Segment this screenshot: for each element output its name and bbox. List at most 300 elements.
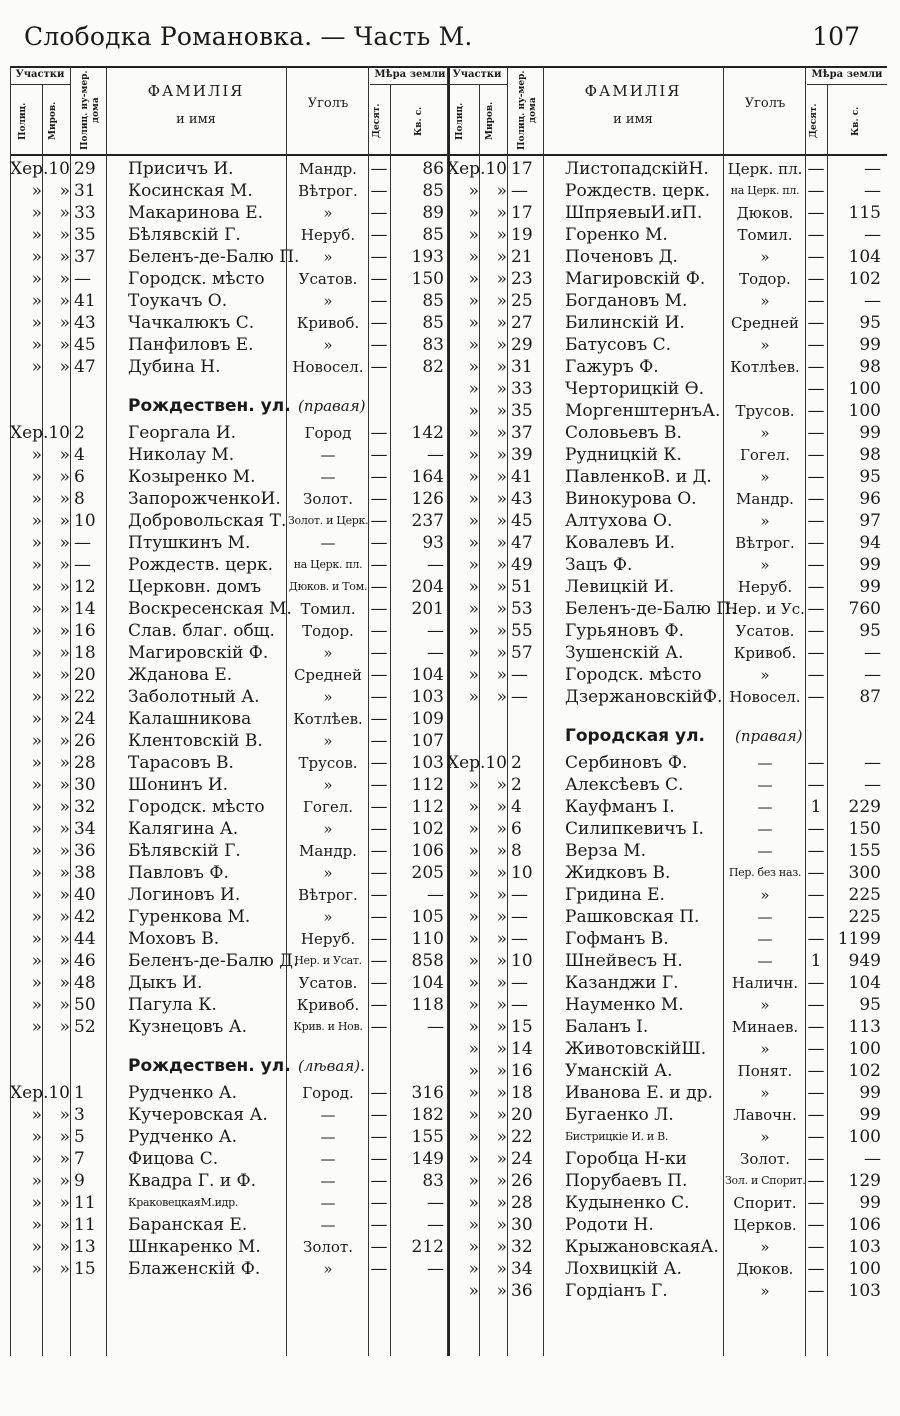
cell-desyatiny: — bbox=[370, 995, 388, 1015]
cell-sq-sazhen: 182 bbox=[411, 1105, 444, 1125]
cell-corner: — bbox=[757, 754, 773, 772]
street-side: (правая) bbox=[735, 727, 803, 745]
cell-desyatiny: — bbox=[807, 445, 825, 465]
cell-police-district: » bbox=[31, 1215, 42, 1235]
cell-sq-sazhen: — bbox=[864, 643, 881, 663]
table-row bbox=[447, 422, 887, 444]
cell-house-number: 2 bbox=[511, 775, 522, 795]
cell-owner-name: Павловъ Ф. bbox=[128, 863, 229, 883]
cell-corner: Минаев. bbox=[731, 1018, 799, 1036]
cell-owner-name: Гордіанъ Г. bbox=[565, 1281, 668, 1301]
cell-magistrate-district: » bbox=[496, 775, 507, 795]
cell-house-number: — bbox=[511, 907, 528, 927]
cell-house-number: 26 bbox=[511, 1171, 533, 1191]
cell-magistrate-district: » bbox=[59, 819, 70, 839]
cell-corner: Пер. без наз. bbox=[728, 866, 802, 879]
cell-desyatiny: — bbox=[370, 1193, 388, 1213]
table-row bbox=[10, 1192, 450, 1214]
cell-house-number: 13 bbox=[74, 1237, 96, 1257]
table-row bbox=[10, 686, 450, 708]
cell-magistrate-district: » bbox=[496, 907, 507, 927]
cell-corner: Кривоб. bbox=[296, 996, 360, 1014]
cell-corner: Церк. пл. bbox=[727, 160, 803, 178]
cell-desyatiny: — bbox=[370, 643, 388, 663]
cell-owner-name: Соловьевъ В. bbox=[565, 423, 682, 443]
cell-desyatiny: — bbox=[807, 203, 825, 223]
cell-sq-sazhen: 858 bbox=[411, 951, 444, 971]
cell-police-district: » bbox=[468, 1281, 479, 1301]
table-row bbox=[447, 1148, 887, 1170]
cell-magistrate-district: » bbox=[59, 621, 70, 641]
cell-police-district: » bbox=[468, 445, 479, 465]
cell-house-number: 28 bbox=[74, 753, 96, 773]
cell-owner-name: Гридина Е. bbox=[565, 885, 665, 905]
cell-house-number: 10 bbox=[511, 951, 533, 971]
cell-corner: Наличн. bbox=[731, 974, 799, 992]
cell-owner-name: Блаженскій Ф. bbox=[128, 1259, 261, 1279]
cell-police-district: » bbox=[468, 401, 479, 421]
table-row bbox=[447, 576, 887, 598]
table-row bbox=[10, 928, 450, 950]
cell-owner-name: Рождеств. церк. bbox=[128, 555, 274, 575]
table-row bbox=[447, 818, 887, 840]
table-row bbox=[447, 224, 887, 246]
street-name: Рождествен. ул. bbox=[128, 396, 291, 416]
cell-desyatiny: — bbox=[807, 181, 825, 201]
cell-corner: » bbox=[760, 1238, 770, 1256]
cell-police-district: » bbox=[468, 423, 479, 443]
table-body-right bbox=[447, 158, 887, 1302]
table-row bbox=[10, 862, 450, 884]
cell-owner-name: Тоукачъ О. bbox=[128, 291, 228, 311]
header-polits: Полиц. bbox=[18, 102, 28, 140]
cell-desyatiny: — bbox=[370, 291, 388, 311]
cell-desyatiny: — bbox=[807, 621, 825, 641]
cell-magistrate-district: » bbox=[496, 555, 507, 575]
cell-sq-sazhen: — bbox=[427, 555, 444, 575]
cell-desyatiny: — bbox=[370, 203, 388, 223]
cell-corner: Неруб. bbox=[300, 930, 356, 948]
cell-police-district: » bbox=[31, 863, 42, 883]
cell-desyatiny: — bbox=[370, 885, 388, 905]
cell-police-district: » bbox=[31, 577, 42, 597]
table-row bbox=[10, 1236, 450, 1258]
cell-corner: — bbox=[320, 1150, 336, 1168]
table-row bbox=[10, 620, 450, 642]
cell-house-number: 16 bbox=[74, 621, 96, 641]
table-row bbox=[447, 840, 887, 862]
cell-owner-name: Беленъ-де-Балю Д. bbox=[128, 951, 299, 971]
cell-owner-name: Науменко М. bbox=[565, 995, 684, 1015]
cell-corner: Новосел. bbox=[292, 358, 364, 376]
cell-corner: Томил. bbox=[300, 600, 356, 618]
cell-police-district: » bbox=[31, 1127, 42, 1147]
cell-house-number: — bbox=[511, 665, 528, 685]
cell-owner-name: Церковн. домъ bbox=[128, 577, 262, 597]
cell-corner: » bbox=[323, 204, 333, 222]
cell-sq-sazhen: 95 bbox=[859, 467, 881, 487]
cell-corner: на Церк. пл. bbox=[293, 558, 363, 571]
cell-police-district: » bbox=[468, 1039, 479, 1059]
cell-owner-name: Заболотный А. bbox=[128, 687, 260, 707]
cell-magistrate-district: » bbox=[59, 885, 70, 905]
cell-magistrate-district: » bbox=[59, 489, 70, 509]
cell-sq-sazhen: — bbox=[864, 291, 881, 311]
table-row bbox=[447, 334, 887, 356]
cell-sq-sazhen: — bbox=[427, 643, 444, 663]
cell-corner: » bbox=[760, 292, 770, 310]
cell-police-district: » bbox=[31, 753, 42, 773]
cell-police-district: » bbox=[31, 665, 42, 685]
cell-magistrate-district: » bbox=[496, 863, 507, 883]
table-row bbox=[447, 1214, 887, 1236]
cell-police-district: » bbox=[31, 1193, 42, 1213]
cell-sq-sazhen: 150 bbox=[411, 269, 444, 289]
table-row bbox=[447, 1104, 887, 1126]
header-kv-s: Кв. с. bbox=[414, 106, 424, 136]
cell-magistrate-district: » bbox=[496, 1281, 507, 1301]
cell-police-district: » bbox=[31, 291, 42, 311]
cell-police-district: » bbox=[468, 335, 479, 355]
page-number: 107 bbox=[812, 22, 860, 51]
cell-corner: Спорит. bbox=[733, 1194, 797, 1212]
cell-magistrate-district: » bbox=[496, 885, 507, 905]
cell-owner-name: Николау М. bbox=[128, 445, 235, 465]
cell-corner: Нер. и Ус. bbox=[725, 600, 805, 618]
cell-desyatiny: — bbox=[807, 357, 825, 377]
cell-magistrate-district: » bbox=[59, 863, 70, 883]
cell-magistrate-district: » bbox=[59, 775, 70, 795]
cell-magistrate-district: » bbox=[496, 1105, 507, 1125]
header-mera-zemli: Мѣра земли bbox=[811, 69, 883, 80]
table-row bbox=[10, 290, 450, 312]
cell-house-number: 28 bbox=[511, 1193, 533, 1213]
cell-desyatiny: — bbox=[370, 1171, 388, 1191]
cell-sq-sazhen: 95 bbox=[859, 995, 881, 1015]
cell-corner: » bbox=[760, 886, 770, 904]
table-row bbox=[10, 554, 450, 576]
cell-magistrate-district: » bbox=[59, 643, 70, 663]
cell-owner-name: Алексѣевъ С. bbox=[565, 775, 684, 795]
table-row bbox=[10, 884, 450, 906]
table-row bbox=[447, 378, 887, 400]
table-row bbox=[10, 334, 450, 356]
table-row bbox=[10, 796, 450, 818]
cell-sq-sazhen: 96 bbox=[859, 489, 881, 509]
cell-police-district: » bbox=[31, 907, 42, 927]
directory-table-left bbox=[10, 66, 450, 1356]
cell-desyatiny: — bbox=[370, 445, 388, 465]
table-row bbox=[447, 1192, 887, 1214]
cell-desyatiny: — bbox=[370, 577, 388, 597]
table-row bbox=[447, 1038, 887, 1060]
table-row bbox=[10, 642, 450, 664]
table-row bbox=[10, 444, 450, 466]
cell-house-number: 32 bbox=[511, 1237, 533, 1257]
cell-house-number: 15 bbox=[74, 1259, 96, 1279]
cell-owner-name: Беленъ-де-Балю П. bbox=[565, 599, 737, 619]
cell-magistrate-district: » bbox=[59, 907, 70, 927]
cell-owner-name: МоргенштернъА. bbox=[565, 401, 721, 421]
table-row bbox=[447, 928, 887, 950]
cell-desyatiny: — bbox=[370, 841, 388, 861]
cell-house-number: 55 bbox=[511, 621, 533, 641]
cell-sq-sazhen: 95 bbox=[859, 313, 881, 333]
cell-house-number: 49 bbox=[511, 555, 533, 575]
cell-police-district: Хер. bbox=[447, 159, 486, 179]
cell-police-district: » bbox=[468, 819, 479, 839]
cell-sq-sazhen: 100 bbox=[848, 1127, 881, 1147]
cell-sq-sazhen: 115 bbox=[848, 203, 881, 223]
cell-sq-sazhen: 760 bbox=[848, 599, 881, 619]
cell-magistrate-district: » bbox=[59, 247, 70, 267]
cell-desyatiny: — bbox=[807, 1017, 825, 1037]
cell-sq-sazhen: 99 bbox=[859, 423, 881, 443]
cell-magistrate-district: » bbox=[59, 1149, 70, 1169]
cell-corner: — bbox=[757, 908, 773, 926]
cell-desyatiny: — bbox=[370, 599, 388, 619]
table-row bbox=[447, 1236, 887, 1258]
table-row bbox=[447, 158, 887, 180]
cell-desyatiny: — bbox=[370, 863, 388, 883]
cell-corner: Тодор. bbox=[739, 270, 791, 288]
cell-magistrate-district: » bbox=[496, 1017, 507, 1037]
cell-desyatiny: — bbox=[807, 1127, 825, 1147]
cell-corner: Дюков. и Том. bbox=[288, 580, 368, 593]
table-row bbox=[447, 444, 887, 466]
table-row bbox=[447, 1170, 887, 1192]
cell-corner: » bbox=[760, 1084, 770, 1102]
cell-house-number: 20 bbox=[511, 1105, 533, 1125]
cell-sq-sazhen: 100 bbox=[848, 1259, 881, 1279]
cell-magistrate-district: » bbox=[496, 797, 507, 817]
cell-corner: » bbox=[760, 248, 770, 266]
cell-corner: Понят. bbox=[737, 1062, 793, 1080]
cell-sq-sazhen: — bbox=[427, 1017, 444, 1037]
cell-desyatiny: — bbox=[807, 995, 825, 1015]
cell-corner: Котлѣев. bbox=[730, 358, 800, 376]
cell-desyatiny: — bbox=[807, 929, 825, 949]
table-row bbox=[10, 1258, 450, 1280]
street-section-heading bbox=[447, 708, 887, 752]
cell-police-district: » bbox=[31, 555, 42, 575]
cell-police-district: » bbox=[468, 907, 479, 927]
cell-magistrate-district: » bbox=[496, 665, 507, 685]
cell-owner-name: Магировскій Ф. bbox=[565, 269, 706, 289]
cell-house-number: 31 bbox=[511, 357, 533, 377]
cell-police-district: » bbox=[468, 1171, 479, 1191]
cell-police-district: » bbox=[468, 797, 479, 817]
header-polits-number: Полиц. ну-мер. дома bbox=[517, 70, 538, 150]
cell-police-district: » bbox=[468, 313, 479, 333]
cell-police-district: » bbox=[468, 775, 479, 795]
table-row bbox=[10, 840, 450, 862]
cell-house-number: 17 bbox=[511, 203, 533, 223]
cell-magistrate-district: » bbox=[496, 247, 507, 267]
cell-owner-name: Бѣлявскій Г. bbox=[128, 841, 241, 861]
cell-magistrate-district: » bbox=[496, 643, 507, 663]
cell-police-district: » bbox=[31, 533, 42, 553]
cell-police-district: » bbox=[31, 731, 42, 751]
header-familia: ФАМИЛІЯ bbox=[147, 82, 245, 100]
cell-corner: Неруб. bbox=[300, 226, 356, 244]
cell-police-district: » bbox=[468, 1259, 479, 1279]
cell-sq-sazhen: 237 bbox=[411, 511, 444, 531]
cell-police-district: » bbox=[31, 247, 42, 267]
cell-sq-sazhen: 113 bbox=[848, 1017, 881, 1037]
cell-house-number: 34 bbox=[511, 1259, 533, 1279]
cell-owner-name: Силипкевичъ І. bbox=[565, 819, 704, 839]
cell-police-district: » bbox=[31, 269, 42, 289]
cell-desyatiny: — bbox=[807, 1215, 825, 1235]
cell-police-district: » bbox=[468, 1127, 479, 1147]
cell-magistrate-district: » bbox=[496, 313, 507, 333]
cell-owner-name: Макаринова Е. bbox=[128, 203, 264, 223]
cell-police-district: » bbox=[31, 1149, 42, 1169]
cell-owner-name: Зацъ Ф. bbox=[565, 555, 633, 575]
cell-desyatiny: — bbox=[807, 1061, 825, 1081]
table-row bbox=[10, 994, 450, 1016]
cell-corner: Лавочн. bbox=[733, 1106, 797, 1124]
cell-corner: — bbox=[757, 776, 773, 794]
cell-sq-sazhen: 1199 bbox=[837, 929, 881, 949]
table-row bbox=[447, 994, 887, 1016]
cell-sq-sazhen: 229 bbox=[848, 797, 881, 817]
cell-corner: Кривоб. bbox=[733, 644, 797, 662]
header-uchastki: Участки bbox=[452, 69, 502, 80]
cell-police-district: » bbox=[31, 225, 42, 245]
table-row bbox=[10, 1170, 450, 1192]
cell-magistrate-district: » bbox=[59, 709, 70, 729]
cell-owner-name: Поченовъ Д. bbox=[565, 247, 678, 267]
cell-house-number: — bbox=[511, 973, 528, 993]
cell-owner-name: Лохвицкій А. bbox=[565, 1259, 682, 1279]
cell-house-number: 36 bbox=[74, 841, 96, 861]
cell-desyatiny: — bbox=[370, 621, 388, 641]
cell-corner: » bbox=[323, 336, 333, 354]
cell-police-district: » bbox=[468, 291, 479, 311]
cell-police-district: » bbox=[468, 1105, 479, 1125]
cell-corner: Крив. и Нов. bbox=[293, 1020, 363, 1033]
table-row bbox=[447, 400, 887, 422]
cell-magistrate-district: » bbox=[496, 269, 507, 289]
cell-sq-sazhen: 85 bbox=[422, 313, 444, 333]
cell-police-district: » bbox=[468, 357, 479, 377]
cell-desyatiny: — bbox=[370, 555, 388, 575]
cell-magistrate-district: » bbox=[496, 291, 507, 311]
cell-desyatiny: — bbox=[370, 929, 388, 949]
cell-police-district: » bbox=[31, 1105, 42, 1125]
cell-magistrate-district: » bbox=[496, 577, 507, 597]
cell-police-district: » bbox=[468, 181, 479, 201]
cell-house-number: 21 bbox=[511, 247, 533, 267]
cell-owner-name: Воскресенская М. bbox=[128, 599, 292, 619]
cell-sq-sazhen: 205 bbox=[411, 863, 444, 883]
cell-sq-sazhen: 85 bbox=[422, 291, 444, 311]
cell-corner: » bbox=[760, 336, 770, 354]
cell-owner-name: ШпряевыИ.иП. bbox=[565, 203, 703, 223]
cell-magistrate-district: » bbox=[59, 731, 70, 751]
cell-owner-name: КраковецкаяМ.идр. bbox=[128, 1196, 239, 1209]
cell-police-district: » bbox=[31, 819, 42, 839]
table-row bbox=[10, 708, 450, 730]
cell-house-number: 38 bbox=[74, 863, 96, 883]
cell-police-district: » bbox=[31, 841, 42, 861]
cell-house-number: 2 bbox=[74, 423, 85, 443]
cell-magistrate-district: » bbox=[496, 1171, 507, 1191]
cell-corner: » bbox=[760, 1040, 770, 1058]
cell-corner: » bbox=[760, 666, 770, 684]
cell-sq-sazhen: 106 bbox=[848, 1215, 881, 1235]
cell-desyatiny: — bbox=[807, 1149, 825, 1169]
cell-police-district: » bbox=[31, 357, 42, 377]
cell-corner: Гогел. bbox=[740, 446, 790, 464]
table-body-left bbox=[10, 158, 450, 1280]
page-header bbox=[24, 22, 860, 52]
cell-police-district: » bbox=[31, 489, 42, 509]
cell-house-number: 35 bbox=[511, 401, 533, 421]
cell-house-number: 30 bbox=[511, 1215, 533, 1235]
cell-magistrate-district: » bbox=[496, 445, 507, 465]
cell-sq-sazhen: 225 bbox=[848, 885, 881, 905]
cell-police-district: » bbox=[31, 1017, 42, 1037]
cell-police-district: » bbox=[468, 1215, 479, 1235]
cell-house-number: 11 bbox=[74, 1215, 96, 1235]
cell-sq-sazhen: 98 bbox=[859, 445, 881, 465]
cell-owner-name: Кауфманъ І. bbox=[565, 797, 675, 817]
cell-magistrate-district: » bbox=[59, 929, 70, 949]
cell-corner: » bbox=[323, 644, 333, 662]
cell-corner: Вѣтрог. bbox=[735, 534, 795, 552]
table-row bbox=[447, 532, 887, 554]
table-row bbox=[10, 752, 450, 774]
cell-sq-sazhen: 89 bbox=[422, 203, 444, 223]
cell-owner-name: Чачкалюкъ С. bbox=[128, 313, 255, 333]
street-name: Рождествен. ул. bbox=[128, 1056, 291, 1076]
cell-house-number: 16 bbox=[511, 1061, 533, 1081]
cell-owner-name: Рудченко А. bbox=[128, 1083, 238, 1103]
cell-desyatiny: — bbox=[807, 291, 825, 311]
cell-desyatiny: — bbox=[807, 489, 825, 509]
cell-house-number: 29 bbox=[74, 159, 96, 179]
cell-corner: » bbox=[760, 1282, 770, 1300]
cell-police-district: » bbox=[468, 577, 479, 597]
cell-magistrate-district: » bbox=[496, 1149, 507, 1169]
cell-owner-name: Городск. мѣсто bbox=[128, 797, 265, 817]
cell-house-number: 24 bbox=[74, 709, 96, 729]
cell-owner-name: Алтухова О. bbox=[565, 511, 673, 531]
cell-sq-sazhen: 212 bbox=[411, 1237, 444, 1257]
cell-magistrate-district: » bbox=[496, 1215, 507, 1235]
cell-corner: — bbox=[320, 1216, 336, 1234]
cell-police-district: » bbox=[468, 621, 479, 641]
cell-owner-name: Ковалевъ И. bbox=[565, 533, 675, 553]
table-row bbox=[10, 224, 450, 246]
cell-desyatiny: — bbox=[370, 247, 388, 267]
cell-corner: — bbox=[320, 446, 336, 464]
cell-owner-name: Дыкъ И. bbox=[128, 973, 203, 993]
cell-magistrate-district: » bbox=[59, 203, 70, 223]
cell-house-number: 34 bbox=[74, 819, 96, 839]
cell-corner: » bbox=[760, 1128, 770, 1146]
cell-police-district: » bbox=[468, 489, 479, 509]
cell-police-district: » bbox=[31, 709, 42, 729]
cell-house-number: 2 bbox=[511, 753, 522, 773]
cell-corner: Усатов. bbox=[298, 270, 358, 288]
table-row bbox=[10, 664, 450, 686]
cell-police-district: » bbox=[31, 775, 42, 795]
cell-house-number: 6 bbox=[511, 819, 522, 839]
